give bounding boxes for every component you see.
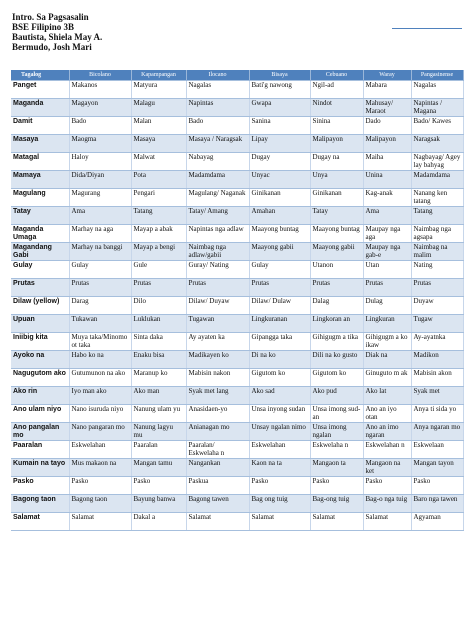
- table-row: [11, 405, 463, 423]
- translation-cell: Paskua: [186, 477, 249, 495]
- translation-table: [11, 70, 464, 531]
- translation-cell: Ako pud: [310, 387, 363, 405]
- row-header-cell: Masaya: [11, 135, 69, 153]
- translation-cell: Unsay ngalan nimo: [249, 423, 310, 441]
- translation-cell: Nanung lagyu mu: [131, 423, 186, 441]
- translation-cell: Ako sad: [249, 387, 310, 405]
- translation-cell: Unya: [310, 171, 363, 189]
- translation-cell: Maiha: [363, 153, 411, 171]
- column-header: Cebuano: [310, 70, 363, 81]
- table-row: [11, 279, 463, 297]
- translation-cell: Gipangga taka: [249, 333, 310, 351]
- translation-cell: Pengari: [131, 189, 186, 207]
- translation-cell: Dalag: [310, 297, 363, 315]
- translation-cell: Naimbag nga agsapa: [411, 225, 463, 243]
- translation-cell: Bag ong tuig: [249, 495, 310, 513]
- table-row: [11, 207, 463, 225]
- translation-cell: Maayong buntag: [249, 225, 310, 243]
- translation-cell: Paaralan/ Eskwelaha n: [186, 441, 249, 459]
- translation-cell: Unsa imong ngalan: [310, 423, 363, 441]
- translation-cell: Pasko: [310, 477, 363, 495]
- translation-cell: Sanina: [249, 117, 310, 135]
- row-header-cell: Bagong taon: [11, 495, 69, 513]
- translation-cell: Naragsak: [411, 135, 463, 153]
- translation-cell: Napintas: [186, 99, 249, 117]
- translation-cell: Mahusay/ Maraot: [363, 99, 411, 117]
- translation-cell: Sinta daka: [131, 333, 186, 351]
- table-row: [11, 117, 463, 135]
- translation-cell: Amahan: [249, 207, 310, 225]
- translation-cell: Sinina: [310, 117, 363, 135]
- translation-cell: Mangaon ta: [310, 459, 363, 477]
- translation-cell: Salamat: [69, 513, 131, 531]
- translation-cell: Madamdama: [186, 171, 249, 189]
- translation-cell: Eskwelaha n: [310, 441, 363, 459]
- translation-cell: Lipay: [249, 135, 310, 153]
- table-row: [11, 171, 463, 189]
- translation-cell: Gule: [131, 261, 186, 279]
- translation-cell: Ama: [69, 207, 131, 225]
- table-row: [11, 153, 463, 171]
- translation-cell: Nanang ken tatang: [411, 189, 463, 207]
- translation-cell: Mayap a bengi: [131, 243, 186, 261]
- translation-cell: Prutas: [310, 279, 363, 297]
- translation-cell: Eskwelaan: [411, 441, 463, 459]
- row-header-cell: Salamat: [11, 513, 69, 531]
- translation-cell: Eskwelahan: [249, 441, 310, 459]
- translation-cell: Pasko: [69, 477, 131, 495]
- table-row: [11, 81, 463, 99]
- translation-cell: Gulay: [249, 261, 310, 279]
- translation-cell: Mangan tamu: [131, 459, 186, 477]
- table-row: [11, 99, 463, 117]
- translation-cell: Masaya / Naragsak: [186, 135, 249, 153]
- translation-cell: Matyura: [131, 81, 186, 99]
- translation-cell: Mabisin nakon: [186, 369, 249, 387]
- translation-cell: Luklukan: [131, 315, 186, 333]
- table-row: [11, 387, 463, 405]
- row-header-cell: Ako rin: [11, 387, 69, 405]
- translation-cell: Nano isuruda niyo: [69, 405, 131, 423]
- translation-cell: Dilaw/ Duyaw: [186, 297, 249, 315]
- translation-cell: Syak met: [411, 387, 463, 405]
- translation-cell: Pasko: [131, 477, 186, 495]
- row-header-cell: Damit: [11, 117, 69, 135]
- translation-cell: Bag-ong tuig: [310, 495, 363, 513]
- translation-cell: Gutumunon na ako: [69, 369, 131, 387]
- translation-cell: Ngil-ad: [310, 81, 363, 99]
- table-row: [11, 225, 463, 243]
- row-header-cell: Kumain na tayo: [11, 459, 69, 477]
- translation-cell: Bati'g nawong: [249, 81, 310, 99]
- translation-cell: Magulang/ Naganak: [186, 189, 249, 207]
- translation-cell: Nangankan: [186, 459, 249, 477]
- translation-cell: Naimbag nga adlaw/gabii: [186, 243, 249, 261]
- translation-cell: Unina: [363, 171, 411, 189]
- decorative-rule: [392, 28, 462, 29]
- table-row: [11, 495, 463, 513]
- translation-cell: Nindot: [310, 99, 363, 117]
- translation-cell: Dilo: [131, 297, 186, 315]
- table-row: [11, 513, 463, 531]
- translation-cell: Magayon: [69, 99, 131, 117]
- translation-cell: Madikayen ko: [186, 351, 249, 369]
- translation-cell: Tugaw: [411, 315, 463, 333]
- translation-cell: Pasko: [363, 477, 411, 495]
- translation-cell: Dida/Diyan: [69, 171, 131, 189]
- translation-cell: Lingkuranan: [249, 315, 310, 333]
- translation-cell: Duyaw: [411, 297, 463, 315]
- table-body: [11, 81, 463, 531]
- translation-cell: Masaya: [131, 135, 186, 153]
- translation-cell: Ay-ayatnka: [411, 333, 463, 351]
- translation-cell: Eskwelahan n: [363, 441, 411, 459]
- translation-cell: Gwapa: [249, 99, 310, 117]
- table-row: [11, 369, 463, 387]
- translation-cell: Salamat: [310, 513, 363, 531]
- translation-cell: Ano an iyo otan: [363, 405, 411, 423]
- translation-cell: Habo ko na: [69, 351, 131, 369]
- translation-cell: Magurang: [69, 189, 131, 207]
- translation-cell: Nagalas: [186, 81, 249, 99]
- table-row: [11, 261, 463, 279]
- translation-cell: Gigutom ko: [310, 369, 363, 387]
- translation-cell: Mus makaon na: [69, 459, 131, 477]
- column-header: Kapampangan: [131, 70, 186, 81]
- table-row: [11, 459, 463, 477]
- translation-cell: Ginikanan: [310, 189, 363, 207]
- translation-cell: Mangaon na ket: [363, 459, 411, 477]
- translation-cell: Bado: [186, 117, 249, 135]
- course-title: Intro. Sa Pagsasalin: [12, 12, 89, 22]
- table-row: [11, 351, 463, 369]
- translation-cell: Malagu: [131, 99, 186, 117]
- row-header-cell: Nagugutom ako: [11, 369, 69, 387]
- column-header: Ilocano: [186, 70, 249, 81]
- table-row: [11, 135, 463, 153]
- table-row: [11, 477, 463, 495]
- translation-cell: Bag-o nga tuig: [363, 495, 411, 513]
- translation-cell: Salamat: [363, 513, 411, 531]
- translation-cell: Lingkoran an: [310, 315, 363, 333]
- translation-cell: Haloy: [69, 153, 131, 171]
- translation-cell: Marhay na aga: [69, 225, 131, 243]
- translation-cell: Muya taka/Minomo ot taka: [69, 333, 131, 351]
- column-header: Bicolano: [69, 70, 131, 81]
- translation-cell: Ginikanan: [249, 189, 310, 207]
- table-row: [11, 315, 463, 333]
- translation-cell: Pasko: [411, 477, 463, 495]
- row-header-cell: Dilaw (yellow): [11, 297, 69, 315]
- translation-cell: Diak na: [363, 351, 411, 369]
- row-header-cell: Prutas: [11, 279, 69, 297]
- row-header-cell: Ayoko na: [11, 351, 69, 369]
- translation-cell: Maayong buntag: [310, 225, 363, 243]
- translation-cell: Ako lat: [363, 387, 411, 405]
- translation-cell: Gigutom ko: [249, 369, 310, 387]
- translation-cell: Nanung ulam yu: [131, 405, 186, 423]
- row-header-cell: Maganda Umaga: [11, 225, 69, 243]
- translation-cell: Dado: [363, 117, 411, 135]
- translation-cell: Enaku bisa: [131, 351, 186, 369]
- translation-cell: Mabisin akon: [411, 369, 463, 387]
- translation-cell: Di na ko: [249, 351, 310, 369]
- translation-cell: Prutas: [363, 279, 411, 297]
- translation-cell: Anya ti sida yo: [411, 405, 463, 423]
- translation-cell: Ako man: [131, 387, 186, 405]
- translation-cell: Tugawan: [186, 315, 249, 333]
- table-row: [11, 189, 463, 207]
- row-header-cell: Iniibig kita: [11, 333, 69, 351]
- translation-cell: Anya ngaran mo: [411, 423, 463, 441]
- row-header-cell: Upuan: [11, 315, 69, 333]
- translation-cell: Prutas: [186, 279, 249, 297]
- translation-cell: Gulay: [69, 261, 131, 279]
- translation-cell: Tukawan: [69, 315, 131, 333]
- translation-cell: Maogma: [69, 135, 131, 153]
- column-header: Bisaya: [249, 70, 310, 81]
- translation-cell: Naimbag na malim: [411, 243, 463, 261]
- table-header-row: [11, 70, 463, 81]
- translation-cell: Nabayag: [186, 153, 249, 171]
- translation-cell: Maupay nga gab-e: [363, 243, 411, 261]
- translation-cell: Gihigugm a tika: [310, 333, 363, 351]
- translation-cell: Madamdama: [411, 171, 463, 189]
- translation-cell: Maayong gabii: [249, 243, 310, 261]
- translation-cell: Mabara: [363, 81, 411, 99]
- translation-cell: Nano pangaran mo: [69, 423, 131, 441]
- translation-cell: Tatay/ Amang: [186, 207, 249, 225]
- translation-cell: Utanon: [310, 261, 363, 279]
- translation-cell: Unsa inyong sudan: [249, 405, 310, 423]
- row-header-cell: Ano pangalan mo: [11, 423, 69, 441]
- translation-cell: Maranup ko: [131, 369, 186, 387]
- translation-cell: Utan: [363, 261, 411, 279]
- row-header-cell: Maganda: [11, 99, 69, 117]
- translation-cell: Nagbayag/ Agey lay bahyag: [411, 153, 463, 171]
- translation-cell: Dugay: [249, 153, 310, 171]
- translation-cell: Mayap a abak: [131, 225, 186, 243]
- row-header-cell: Magulang: [11, 189, 69, 207]
- translation-cell: Ama: [363, 207, 411, 225]
- column-header: Waray: [363, 70, 411, 81]
- translation-cell: Bagong tawen: [186, 495, 249, 513]
- author-name-1: Bautista, Shiela May A.: [12, 32, 103, 42]
- translation-cell: Prutas: [69, 279, 131, 297]
- row-header-cell: Pasko: [11, 477, 69, 495]
- translation-cell: Dulag: [363, 297, 411, 315]
- translation-cell: Madikon: [411, 351, 463, 369]
- translation-cell: Dili na ko gusto: [310, 351, 363, 369]
- translation-cell: Malipayon: [310, 135, 363, 153]
- table-row: [11, 423, 463, 441]
- translation-cell: Ano an imo ngaran: [363, 423, 411, 441]
- translation-cell: Darag: [69, 297, 131, 315]
- row-header-cell: Mamaya: [11, 171, 69, 189]
- translation-cell: Dugay na: [310, 153, 363, 171]
- translation-cell: Mangan tayon: [411, 459, 463, 477]
- translation-cell: Prutas: [249, 279, 310, 297]
- row-header-cell: Paaralan: [11, 441, 69, 459]
- translation-cell: Makanos: [69, 81, 131, 99]
- row-header-cell: Magandang Gabi: [11, 243, 69, 261]
- row-header-cell: Tatay: [11, 207, 69, 225]
- translation-cell: Lingkuran: [363, 315, 411, 333]
- translation-cell: Dakal a: [131, 513, 186, 531]
- translation-cell: Malan: [131, 117, 186, 135]
- translation-cell: Kag-anak: [363, 189, 411, 207]
- translation-cell: Pota: [131, 171, 186, 189]
- translation-cell: Unsa imong sud-an: [310, 405, 363, 423]
- translation-cell: Napintas / Magana: [411, 99, 463, 117]
- translation-cell: Nating: [411, 261, 463, 279]
- translation-cell: Unyac: [249, 171, 310, 189]
- row-header-cell: Gulay: [11, 261, 69, 279]
- table-row: [11, 297, 463, 315]
- translation-cell: Prutas: [411, 279, 463, 297]
- translation-cell: Malipayon: [363, 135, 411, 153]
- translation-cell: Kaon na ta: [249, 459, 310, 477]
- table-row: [11, 441, 463, 459]
- table-row: [11, 243, 463, 261]
- translation-cell: Maayong gabii: [310, 243, 363, 261]
- translation-cell: Napintas nga adlaw: [186, 225, 249, 243]
- translation-cell: Guray/ Nating: [186, 261, 249, 279]
- row-header-cell: Panget: [11, 81, 69, 99]
- translation-cell: Ginuguto m ak: [363, 369, 411, 387]
- translation-cell: Agyaman: [411, 513, 463, 531]
- translation-cell: Malwat: [131, 153, 186, 171]
- translation-cell: Bagong taon: [69, 495, 131, 513]
- section-label: BSE Filipino 3B: [12, 22, 75, 32]
- translation-cell: Salamat: [186, 513, 249, 531]
- translation-cell: Iyo man ako: [69, 387, 131, 405]
- author-name-2: Bermudo, Josh Mari: [12, 42, 92, 52]
- translation-cell: Tatay: [310, 207, 363, 225]
- translation-cell: Tatang: [131, 207, 186, 225]
- translation-cell: Dilaw/ Dulaw: [249, 297, 310, 315]
- translation-cell: Baro nga tawen: [411, 495, 463, 513]
- row-header-cell: Ano ulam niyo: [11, 405, 69, 423]
- translation-cell: Nagalas: [411, 81, 463, 99]
- document-header: [12, 12, 102, 52]
- translation-cell: Syak met lang: [186, 387, 249, 405]
- column-header: Pangasinense: [411, 70, 463, 81]
- translation-cell: Maupay nga aga: [363, 225, 411, 243]
- column-header: Tagalog: [11, 70, 69, 81]
- translation-cell: Anasidaen-yo: [186, 405, 249, 423]
- translation-cell: Prutas: [131, 279, 186, 297]
- translation-cell: Paaralan: [131, 441, 186, 459]
- translation-cell: Ay ayaten ka: [186, 333, 249, 351]
- translation-cell: Bado/ Kawes: [411, 117, 463, 135]
- table-row: [11, 333, 463, 351]
- translation-cell: Eskwelahan: [69, 441, 131, 459]
- translation-cell: Bayung banwa: [131, 495, 186, 513]
- translation-cell: Salamat: [249, 513, 310, 531]
- translation-cell: Bado: [69, 117, 131, 135]
- translation-cell: Marhay na banggi: [69, 243, 131, 261]
- translation-cell: Gihigugm a ko ikaw: [363, 333, 411, 351]
- translation-cell: Anianagan mo: [186, 423, 249, 441]
- translation-cell: Pasko: [249, 477, 310, 495]
- row-header-cell: Matagal: [11, 153, 69, 171]
- translation-cell: Tatang: [411, 207, 463, 225]
